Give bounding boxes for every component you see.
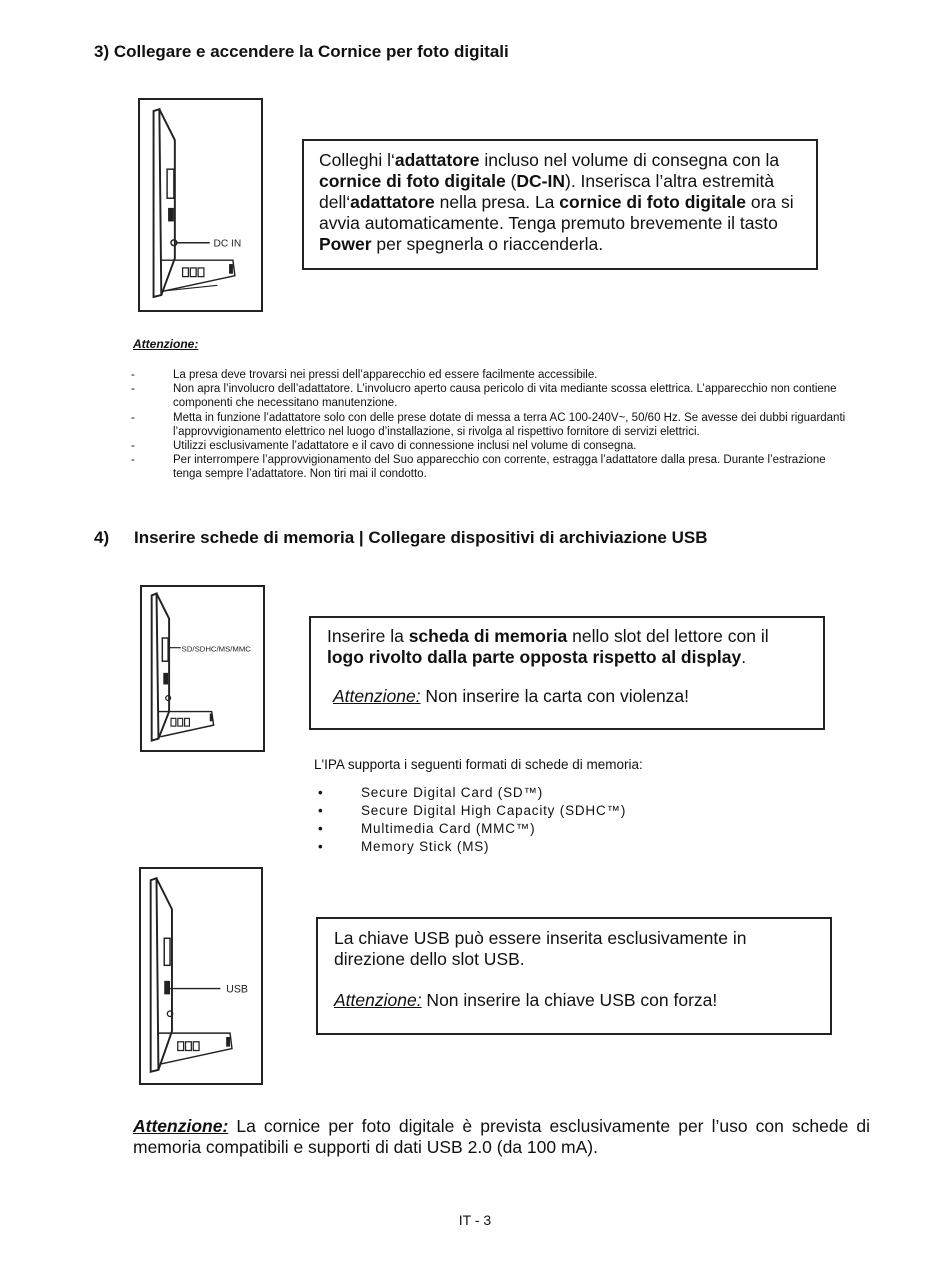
memory-card-instructions-box: Inserire la scheda di memoria nello slot del lettore con il logo rivolto dalla parte opposta rispetto al display. Attenzione: Non inserire la carta con violenza! (309, 616, 825, 730)
formats-list (318, 784, 626, 856)
frame-usb-illustration (139, 867, 263, 1085)
list-item: - Per interrompere l’approvvigionamento del Suo apparecchio con corrente, estragga l’adattatore dalla presa. Durante l’estrazione tenga sempre l’adattatore. Non tiri mai il condotto. (131, 454, 826, 481)
list-item: - Metta in funzione l’adattatore solo con delle prese dotate di messa a terra AC 100-240V~, 50/60 Hz. Se avesse dei dubbi riguardanti l’approvvigionamento elettrico nel luogo d’installazione, si rivolga al rispettivo fornitore di servizi elettrici. (131, 411, 846, 438)
list-item: • Secure Digital Card (SD™) (318, 785, 544, 800)
formats-intro: L'IPA supporta i seguenti formati di schede di memoria: (314, 757, 643, 772)
compatibility-note: Attenzione: La cornice per foto digitale è prevista esclusivamente per l’uso con schede di memoria compatibili e supporti di dati USB 2.0 (da 100 mA). (133, 1116, 870, 1157)
dcin-label: DC IN (213, 238, 242, 250)
list-item: - Non apra l’involucro dell’adattatore. L’involucro aperto causa pericolo di vita mediante scossa elettrica. L’apparecchio non contiene componenti che necessitano manutenzione. (131, 383, 837, 410)
usb-warning: Attenzione: Non inserire la chiave USB con forza! (334, 990, 718, 1010)
list-item: • Multimedia Card (MMC™) (318, 821, 536, 836)
frame-side-view-icon (142, 587, 263, 750)
usb-instructions-box: La chiave USB può essere inserita esclusivamente in direzione dello slot USB. Attenzione: Non inserire la chiave USB con forza! (316, 917, 832, 1035)
list-item: • Secure Digital High Capacity (SDHC™) (318, 803, 627, 818)
section-3-heading: 3) Collegare e accendere la Cornice per foto digitali (94, 42, 509, 61)
usb-label: USB (226, 983, 249, 996)
page-number: IT - 3 (458, 1212, 492, 1228)
connect-instructions-box: Colleghi l‘adattatore incluso nel volume di consegna con la cornice di foto digitale (DC-IN). Inserisca l’altra estremità dell‘adattatore nella presa. La cornice di foto digitale ora si avvia automaticamente. Tenga premuto brevemente il tasto Power per spegnerla o riaccenderla. (302, 139, 818, 270)
sd-slot-label: SD/SDHC/MS/MMC (181, 644, 251, 654)
list-item: • Memory Stick (MS) (318, 839, 490, 854)
frame-dcin-illustration (138, 98, 263, 312)
section-4-heading: 4) Inserire schede di memoria | Collegare dispositivi di archiviazione USB (94, 528, 708, 547)
warnings-list (131, 368, 851, 482)
list-item: - Utilizzi esclusivamente l’adattatore e il cavo di connessione inclusi nel volume di consegna. (131, 440, 637, 453)
warnings-title: Attenzione: (133, 337, 199, 351)
frame-sd-illustration (140, 585, 265, 752)
frame-side-view-icon (141, 869, 261, 1083)
frame-side-view-icon (140, 100, 261, 310)
list-item: - La presa deve trovarsi nei pressi dell’apparecchio ed essere facilmente accessibile. (131, 369, 598, 381)
memory-card-warning: Attenzione: Non inserire la carta con violenza! (333, 686, 690, 706)
